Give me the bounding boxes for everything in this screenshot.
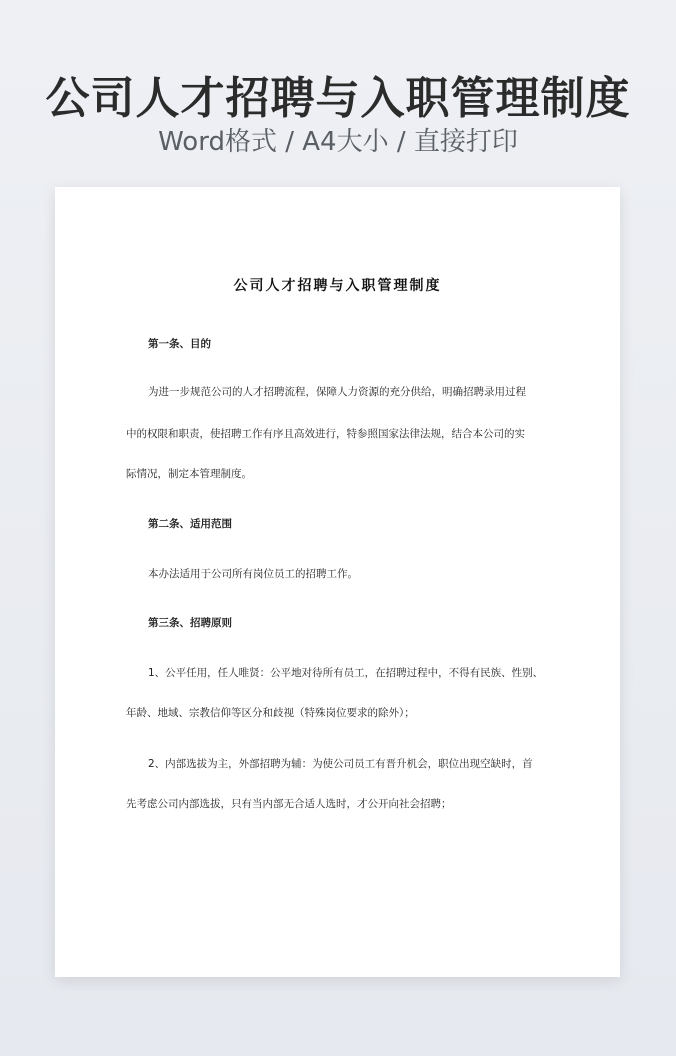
paragraph-line: 2、内部选拔为主，外部招聘为辅：为使公司员工有晋升机会，职位出现空缺时，首 [148, 758, 533, 770]
paragraph-line: 本办法适用于公司所有岗位员工的招聘工作。 [148, 568, 358, 580]
banner-subtitle: Word格式 / A4大小 / 直接打印 [158, 127, 518, 157]
paragraph-line: 中的权限和职责，使招聘工作有序且高效进行，特参照国家法律法规，结合本公司的实 [126, 428, 525, 440]
paragraph-line: 际情况，制定本管理制度。 [126, 468, 252, 480]
paragraph-line: 1、公平任用，任人唯贤：公平地对待所有员工，在招聘过程中，不得有民族、性别、 [148, 667, 544, 679]
document-page [55, 187, 620, 977]
paragraph-line: 为进一步规范公司的人才招聘流程，保障人力资源的充分供给，明确招聘录用过程 [148, 386, 526, 398]
section-heading-purpose: 第一条、目的 [148, 338, 211, 350]
document-title: 公司人才招聘与入职管理制度 [233, 278, 442, 294]
section-heading-scope: 第二条、适用范围 [148, 518, 232, 530]
banner-title: 公司人才招聘与入职管理制度 [45, 73, 631, 124]
paragraph-line: 年龄、地域、宗教信仰等区分和歧视（特殊岗位要求的除外）； [126, 707, 415, 719]
paragraph-line: 先考虑公司内部选拔，只有当内部无合适人选时，才公开向社会招聘； [126, 798, 452, 810]
section-heading-principles: 第三条、招聘原则 [148, 617, 232, 629]
